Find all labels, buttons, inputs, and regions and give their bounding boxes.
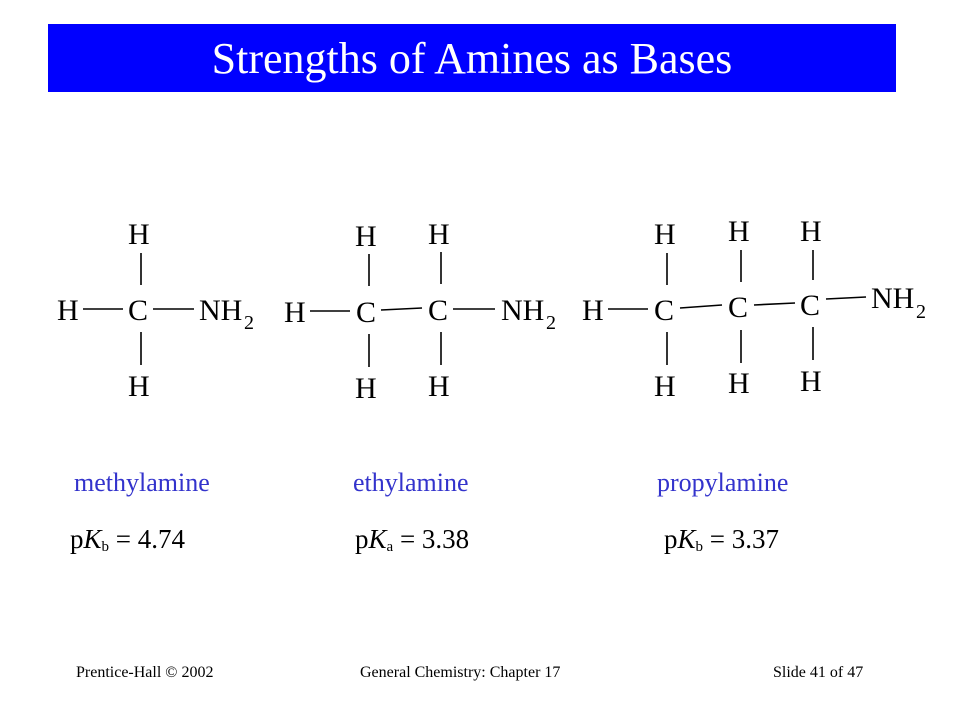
pk-symbol: p [70,524,84,554]
footer-publisher: Prentice-Hall © 2002 [76,664,214,681]
footer-chapter: General Chemistry: Chapter 17 [360,664,561,681]
atom-h: H [728,367,750,400]
atom-h: H [128,370,150,403]
propylamine-structure [582,215,926,403]
bond [680,305,722,308]
pk-value: = 4.74 [109,524,185,554]
atom-h: H [800,365,822,398]
pk-symbol: p [355,524,369,554]
atom-h: H [800,215,822,248]
pk-subscript: b [101,539,110,555]
pk-methylamine [70,524,185,556]
bond [754,303,795,305]
atom-h: H [428,218,450,251]
atom-nh: NH [501,294,545,327]
atom-h: H [57,294,79,327]
atom-c: C [800,289,821,322]
pk-value: = 3.37 [703,524,779,554]
pk-propylamine [664,524,779,556]
atom-h: H [654,218,676,251]
atom-c: C [128,294,149,327]
atom-nh: NH [199,294,243,327]
compound-name-propylamine: propylamine [657,468,789,497]
pk-value: = 3.38 [393,524,470,554]
atom-c: C [728,291,749,324]
atom-h: H [128,218,150,251]
atom-c: C [356,296,377,329]
slide-title: Strengths of Amines as Bases [211,33,733,83]
pk-letter: K [677,524,696,554]
pk-letter: K [368,524,387,554]
atom-h: H [355,220,377,253]
atom-subscript: 2 [244,312,254,334]
atom-subscript: 2 [546,312,556,334]
bond [826,297,866,299]
atom-h: H [654,370,676,403]
pk-subscript: b [695,539,704,555]
atom-c: C [654,294,675,327]
pk-letter: K [83,524,102,554]
compound-name-ethylamine: ethylamine [353,468,469,497]
atom-c: C [428,294,449,327]
footer-slide-number: Slide 41 of 47 [773,664,864,681]
atom-h: H [284,296,306,329]
atom-h: H [355,372,377,405]
compound-name-methylamine: methylamine [74,468,210,497]
atom-nh: NH [871,282,915,315]
pk-ethylamine [355,524,469,556]
ethylamine-structure [284,218,556,405]
atom-h: H [728,215,750,248]
atom-h: H [582,294,604,327]
bond [381,308,422,310]
atom-h: H [428,370,450,403]
methylamine-structure [57,218,254,403]
pk-symbol: p [664,524,678,554]
pk-subscript: a [386,539,394,555]
atom-subscript: 2 [916,301,926,323]
